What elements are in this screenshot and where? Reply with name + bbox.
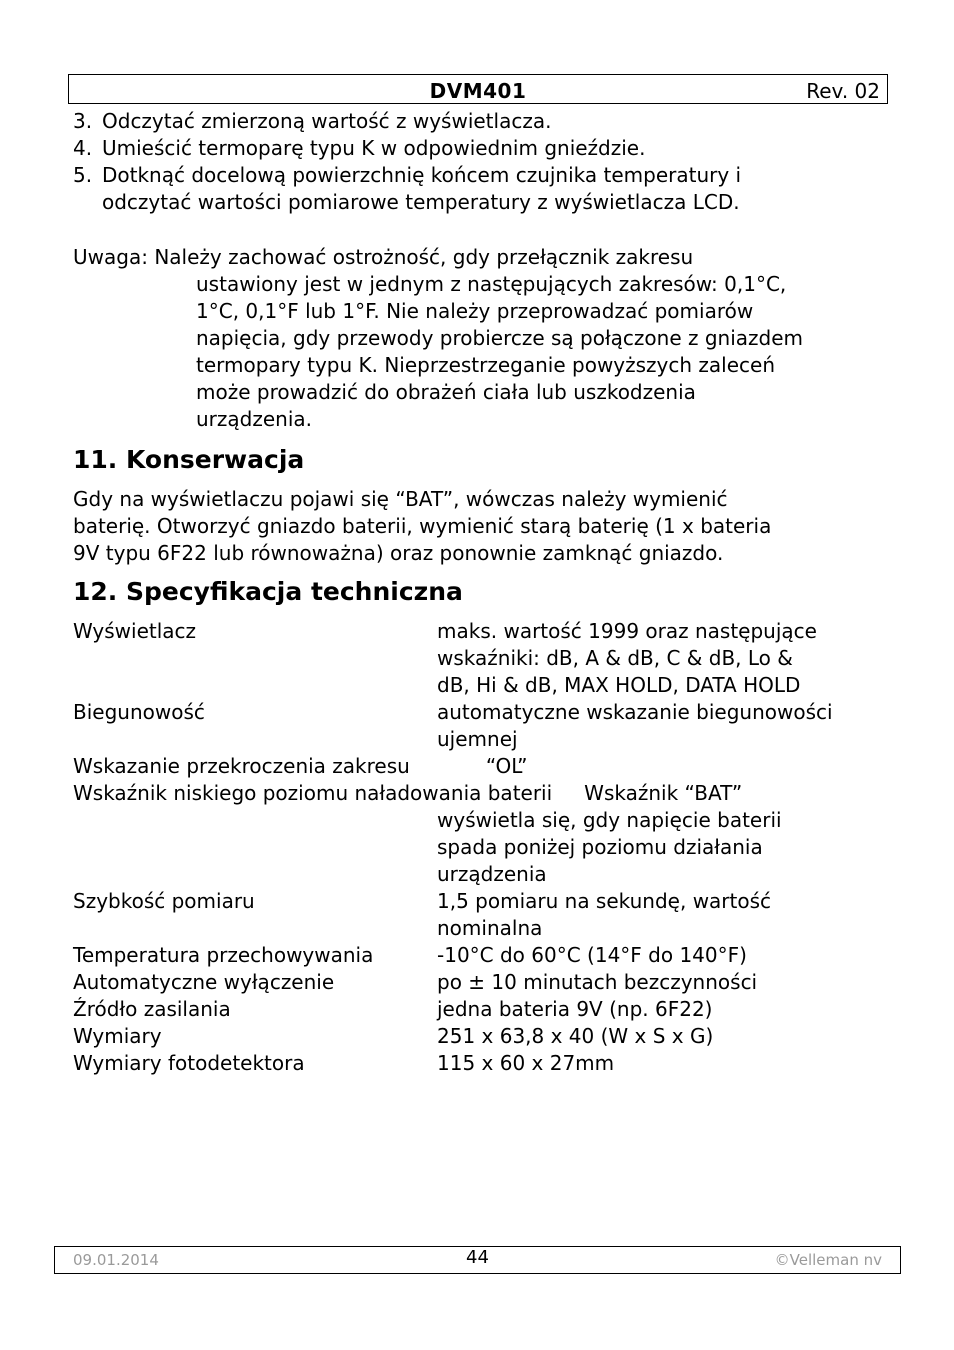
instruction-steps xyxy=(73,108,893,216)
step-text: Odczytać zmierzoną wartość z wyświetlacza. xyxy=(102,109,552,133)
paragraph-line: 9V typu 6F22 lub równoważna) oraz ponownie zamknąć gniazdo. xyxy=(73,541,724,565)
step-number: 5. xyxy=(73,163,93,187)
page-number: 44 xyxy=(466,1247,489,1268)
spec-label: Wymiary xyxy=(73,1024,162,1048)
paragraph-line: Gdy na wyświetlaczu pojawi się “BAT”, wówczas należy wymienić xyxy=(73,487,728,511)
caution-note xyxy=(73,244,893,433)
spec-row xyxy=(73,888,893,942)
document-title: DVM401 xyxy=(429,79,527,103)
spec-value: spada poniżej poziomu działania xyxy=(437,835,763,859)
spec-value: 251 x 63,8 x 40 (W x S x G) xyxy=(437,1024,714,1048)
section-heading-specyfikacja: 12. Specyfikacja techniczna xyxy=(73,577,463,606)
spec-row xyxy=(73,618,893,699)
spec-label: Automatyczne wyłączenie xyxy=(73,970,335,994)
note-text: może prowadzić do obrażeń ciała lub uszkodzenia xyxy=(196,380,696,404)
spec-label: Wyświetlacz xyxy=(73,619,197,643)
spec-value: dB, Hi & dB, MAX HOLD, DATA HOLD xyxy=(437,673,801,697)
step-text: Umieścić termoparę typu K w odpowiednim gnieździe. xyxy=(102,136,646,160)
step-item xyxy=(73,162,893,216)
page-footer xyxy=(54,1246,901,1274)
spec-value: -10°C do 60°C (14°F do 140°F) xyxy=(437,943,747,967)
spec-label xyxy=(73,807,437,888)
spec-value: ujemnej xyxy=(437,727,518,751)
spec-value: “OL” xyxy=(485,754,528,778)
spec-label: Biegunowość xyxy=(73,700,205,724)
spec-row xyxy=(73,996,893,1023)
spec-row xyxy=(73,1023,893,1050)
spec-label: Wymiary fotodetektora xyxy=(73,1051,305,1075)
spec-value: 1,5 pomiaru na sekundę, wartość xyxy=(437,889,772,913)
footer-copyright: ©Velleman nv xyxy=(774,1251,882,1269)
spec-value: automatyczne wskazanie biegunowości xyxy=(437,700,833,724)
page-header xyxy=(68,74,888,104)
note-text: napięcia, gdy przewody probiercze są połączone z gniazdem xyxy=(196,326,804,350)
spec-value: wskaźniki: dB, A & dB, C & dB, Lo & xyxy=(437,646,793,670)
step-item xyxy=(73,135,893,162)
spec-row xyxy=(73,942,893,969)
spec-value: po ± 10 minutach bezczynności xyxy=(437,970,758,994)
spec-value: 115 x 60 x 27mm xyxy=(437,1051,615,1075)
step-number: 4. xyxy=(73,136,93,160)
spec-row xyxy=(73,1050,893,1077)
step-number: 3. xyxy=(73,109,93,133)
maintenance-paragraph xyxy=(73,486,883,567)
note-text: Należy zachować ostrożność, gdy przełącznik zakresu xyxy=(154,245,694,269)
note-text: ustawiony jest w jednym z następujących zakresów: 0,1°C, xyxy=(196,272,787,296)
spec-row xyxy=(73,807,893,888)
section-heading-konserwacja: 11. Konserwacja xyxy=(73,445,305,474)
note-text: urządzenia. xyxy=(196,407,312,431)
spec-value: jedna bateria 9V (np. 6F22) xyxy=(437,997,713,1021)
footer-date: 09.01.2014 xyxy=(73,1251,159,1269)
spec-value: maks. wartość 1999 oraz następujące xyxy=(437,619,817,643)
paragraph-line: baterię. Otworzyć gniazdo baterii, wymienić starą baterię (1 x bateria xyxy=(73,514,772,538)
step-item xyxy=(73,108,893,135)
spec-value: nominalna xyxy=(437,916,543,940)
note-text: termopary typu K. Nieprzestrzeganie powyższych zaleceń xyxy=(196,353,776,377)
step-text: Dotknąć docelową powierzchnię końcem czujnika temperatury i xyxy=(102,163,742,187)
note-label: Uwaga: xyxy=(73,245,148,269)
spec-row xyxy=(73,699,893,753)
spec-label: Szybkość pomiaru xyxy=(73,889,255,913)
spec-label: Temperatura przechowywania xyxy=(73,943,374,967)
spec-label: Źródło zasilania xyxy=(73,997,231,1021)
spec-row xyxy=(73,780,893,807)
step-text: odczytać wartości pomiarowe temperatury z wyświetlacza LCD. xyxy=(102,190,740,214)
spec-row xyxy=(73,753,893,780)
spec-label: Wskaźnik niskiego poziomu naładowania baterii xyxy=(73,781,553,805)
spec-value: wyświetla się, gdy napięcie baterii xyxy=(437,808,782,832)
note-text: 1°C, 0,1°F lub 1°F. Nie należy przeprowadzać pomiarów xyxy=(196,299,754,323)
spec-value: Wskaźnik “BAT” xyxy=(584,781,743,805)
spec-label: Wskazanie przekroczenia zakresu xyxy=(73,754,410,778)
spec-value: urządzenia xyxy=(437,862,547,886)
spec-row xyxy=(73,969,893,996)
spec-table xyxy=(73,618,893,1077)
revision-label: Rev. 02 xyxy=(806,79,880,103)
